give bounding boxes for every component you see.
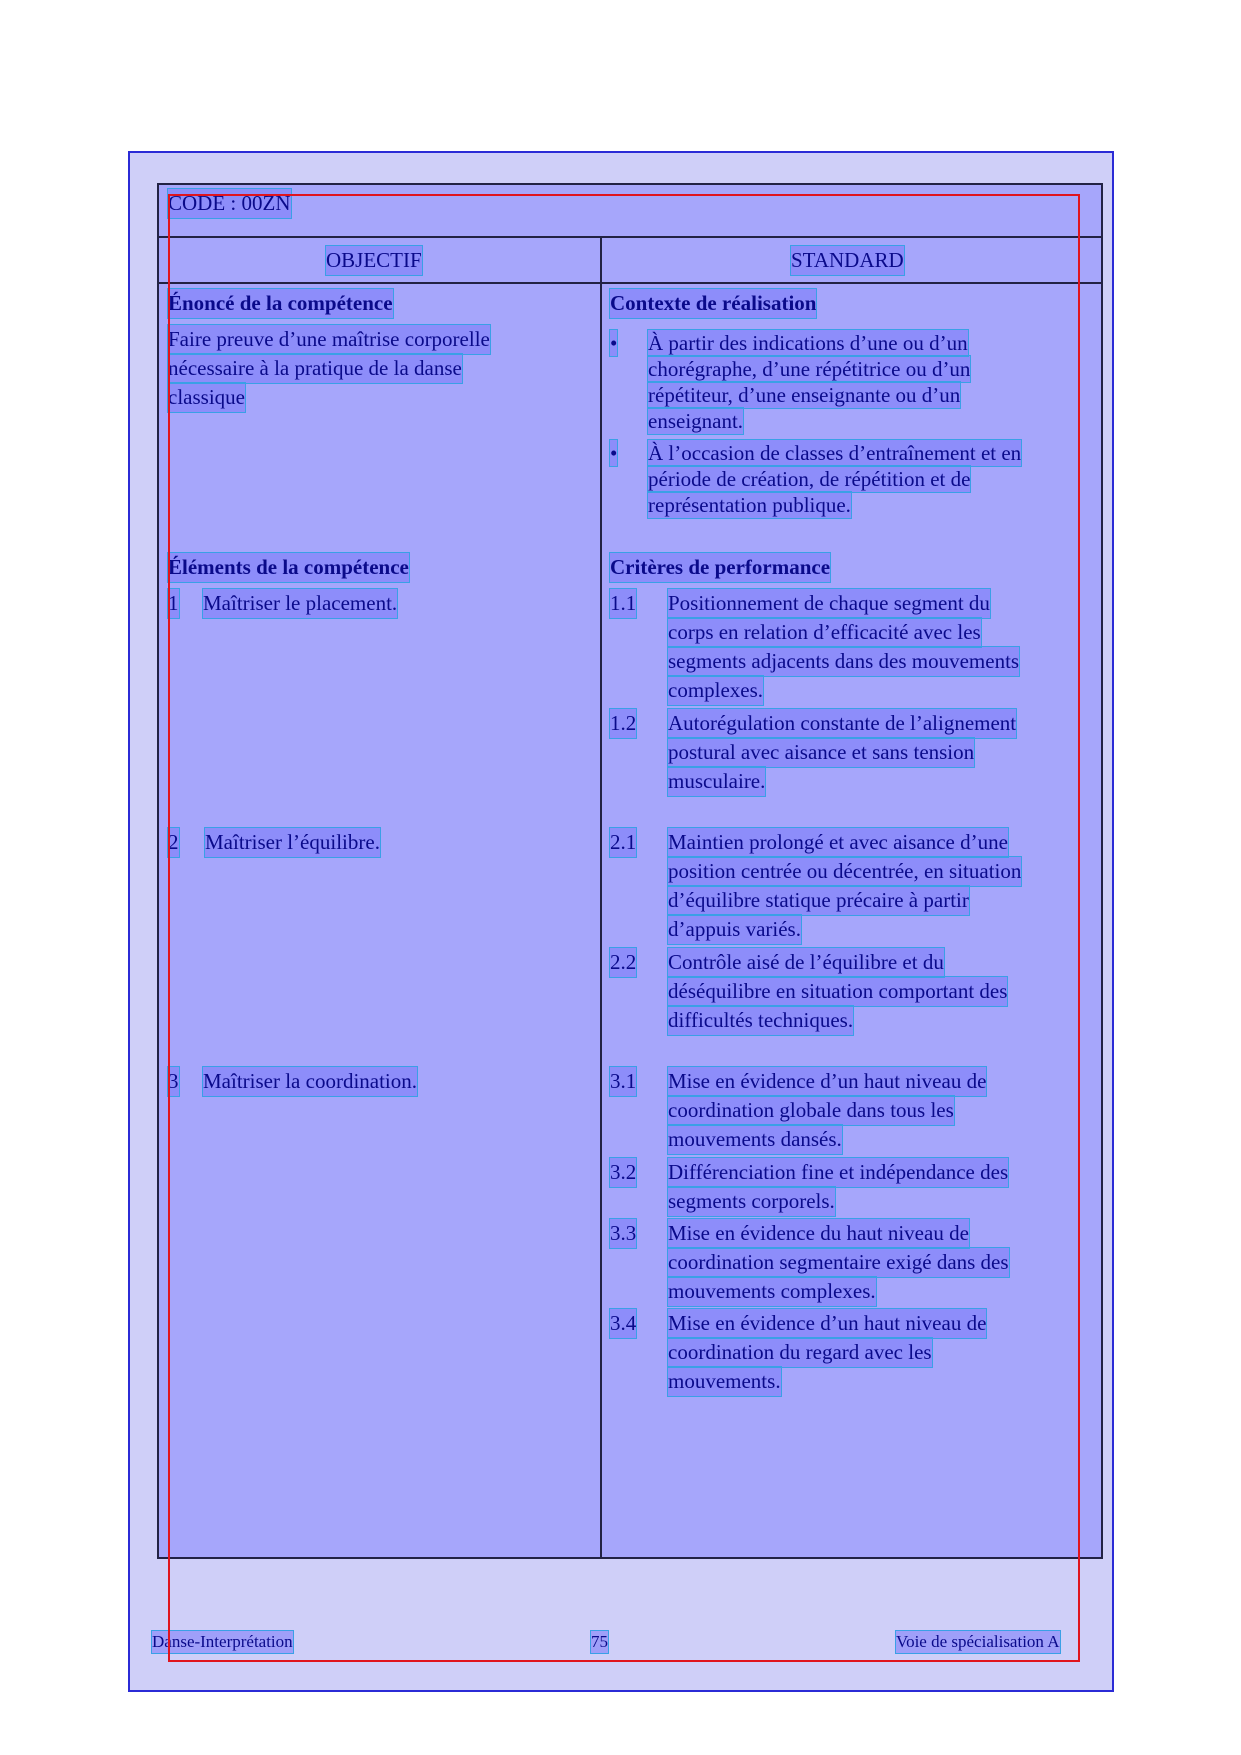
critere-number: 2.1 <box>610 828 636 857</box>
critere-line: segments adjacents dans des mouvements <box>668 647 1019 676</box>
header-objectif: OBJECTIF <box>326 246 422 275</box>
critere-line: position centrée ou décentrée, en situation <box>668 857 1021 886</box>
criteres-title: Critères de performance <box>610 553 830 582</box>
critere-line: postural avec aisance et sans tension <box>668 738 974 767</box>
rule-under-headers <box>157 282 1103 284</box>
critere-line: Différenciation fine et indépendance des <box>668 1158 1008 1187</box>
enonce-text <box>168 325 490 412</box>
element-number: 3 <box>168 1067 179 1096</box>
critere-line: mouvements dansés. <box>668 1125 842 1154</box>
critere-text <box>668 1309 986 1396</box>
critere-line: musculaire. <box>668 767 765 796</box>
enonce-line: nécessaire à la pratique de la danse <box>168 354 462 383</box>
critere-line: mouvements. <box>668 1367 781 1396</box>
critere-number: 1.1 <box>610 589 636 618</box>
critere-line: Mise en évidence du haut niveau de <box>668 1219 969 1248</box>
critere-number: 2.2 <box>610 948 636 977</box>
elements-title: Éléments de la compétence <box>168 553 409 582</box>
critere-text <box>668 1219 1009 1306</box>
critere-number: 3.1 <box>610 1067 636 1096</box>
critere-line: coordination du regard avec les <box>668 1338 932 1367</box>
critere-text <box>668 1067 986 1154</box>
contexte-line: À partir des indications d’une ou d’un <box>648 331 968 355</box>
contexte-line: période de création, de répétition et de <box>648 467 971 491</box>
critere-line: complexes. <box>668 676 763 705</box>
element-number: 2 <box>168 828 179 857</box>
contexte-line: représentation publique. <box>648 493 851 517</box>
critere-number: 1.2 <box>610 709 636 738</box>
critere-line: d’appuis variés. <box>668 915 801 944</box>
critere-line: Contrôle aisé de l’équilibre et du <box>668 948 944 977</box>
contexte-line: chorégraphe, d’une répétitrice ou d’un <box>648 357 971 381</box>
critere-text <box>668 1158 1008 1216</box>
element-number: 1 <box>168 589 179 618</box>
footer-left: Danse-Interprétation <box>152 1632 293 1651</box>
page-number: 75 <box>591 1632 608 1651</box>
enonce-line: classique <box>168 383 245 412</box>
critere-line: Positionnement de chaque segment du <box>668 589 990 618</box>
column-divider <box>600 236 602 1559</box>
critere-text <box>668 709 1016 796</box>
critere-number: 3.2 <box>610 1158 636 1187</box>
critere-line: d’équilibre statique précaire à partir <box>668 886 969 915</box>
critere-line: déséquilibre en situation comportant des <box>668 977 1007 1006</box>
critere-line: Autorégulation constante de l’alignement <box>668 709 1016 738</box>
contexte-line: À l’occasion de classes d’entraînement et en <box>648 441 1022 465</box>
rule-under-code <box>157 236 1103 238</box>
contexte-bullet-2 <box>648 440 1021 518</box>
critere-line: difficultés techniques. <box>668 1006 853 1035</box>
contexte-line: enseignant. <box>648 409 744 433</box>
critere-text <box>668 828 1021 944</box>
element-text: Maîtriser la coordination. <box>203 1067 417 1096</box>
critere-line: corps en relation d’efficacité avec les <box>668 618 981 647</box>
element-text: Maîtriser l’équilibre. <box>205 828 380 857</box>
critere-line: segments corporels. <box>668 1187 835 1216</box>
critere-line: Mise en évidence d’un haut niveau de <box>668 1309 986 1338</box>
critere-line: coordination segmentaire exigé dans des <box>668 1248 1009 1277</box>
footer-right: Voie de spécialisation A <box>896 1632 1060 1651</box>
critere-number: 3.3 <box>610 1219 636 1248</box>
contexte-line: répétiteur, d’une enseignante ou d’un <box>648 383 961 407</box>
bullet-icon: • <box>610 441 618 465</box>
critere-line: coordination globale dans tous les <box>668 1096 954 1125</box>
bullet-icon: • <box>610 331 618 355</box>
code-label: CODE : 00ZN <box>168 189 291 218</box>
enonce-title: Énoncé de la compétence <box>168 289 393 318</box>
enonce-line: Faire preuve d’une maîtrise corporelle <box>168 325 490 354</box>
contexte-title: Contexte de réalisation <box>610 289 816 318</box>
critere-number: 3.4 <box>610 1309 636 1338</box>
contexte-bullet-1 <box>648 330 970 434</box>
header-standard: STANDARD <box>791 246 904 275</box>
critere-line: Mise en évidence d’un haut niveau de <box>668 1067 986 1096</box>
critere-text <box>668 589 1019 705</box>
critere-text <box>668 948 1007 1035</box>
critere-line: Maintien prolongé et avec aisance d’une <box>668 828 1008 857</box>
element-text: Maîtriser le placement. <box>203 589 397 618</box>
critere-line: mouvements complexes. <box>668 1277 876 1306</box>
